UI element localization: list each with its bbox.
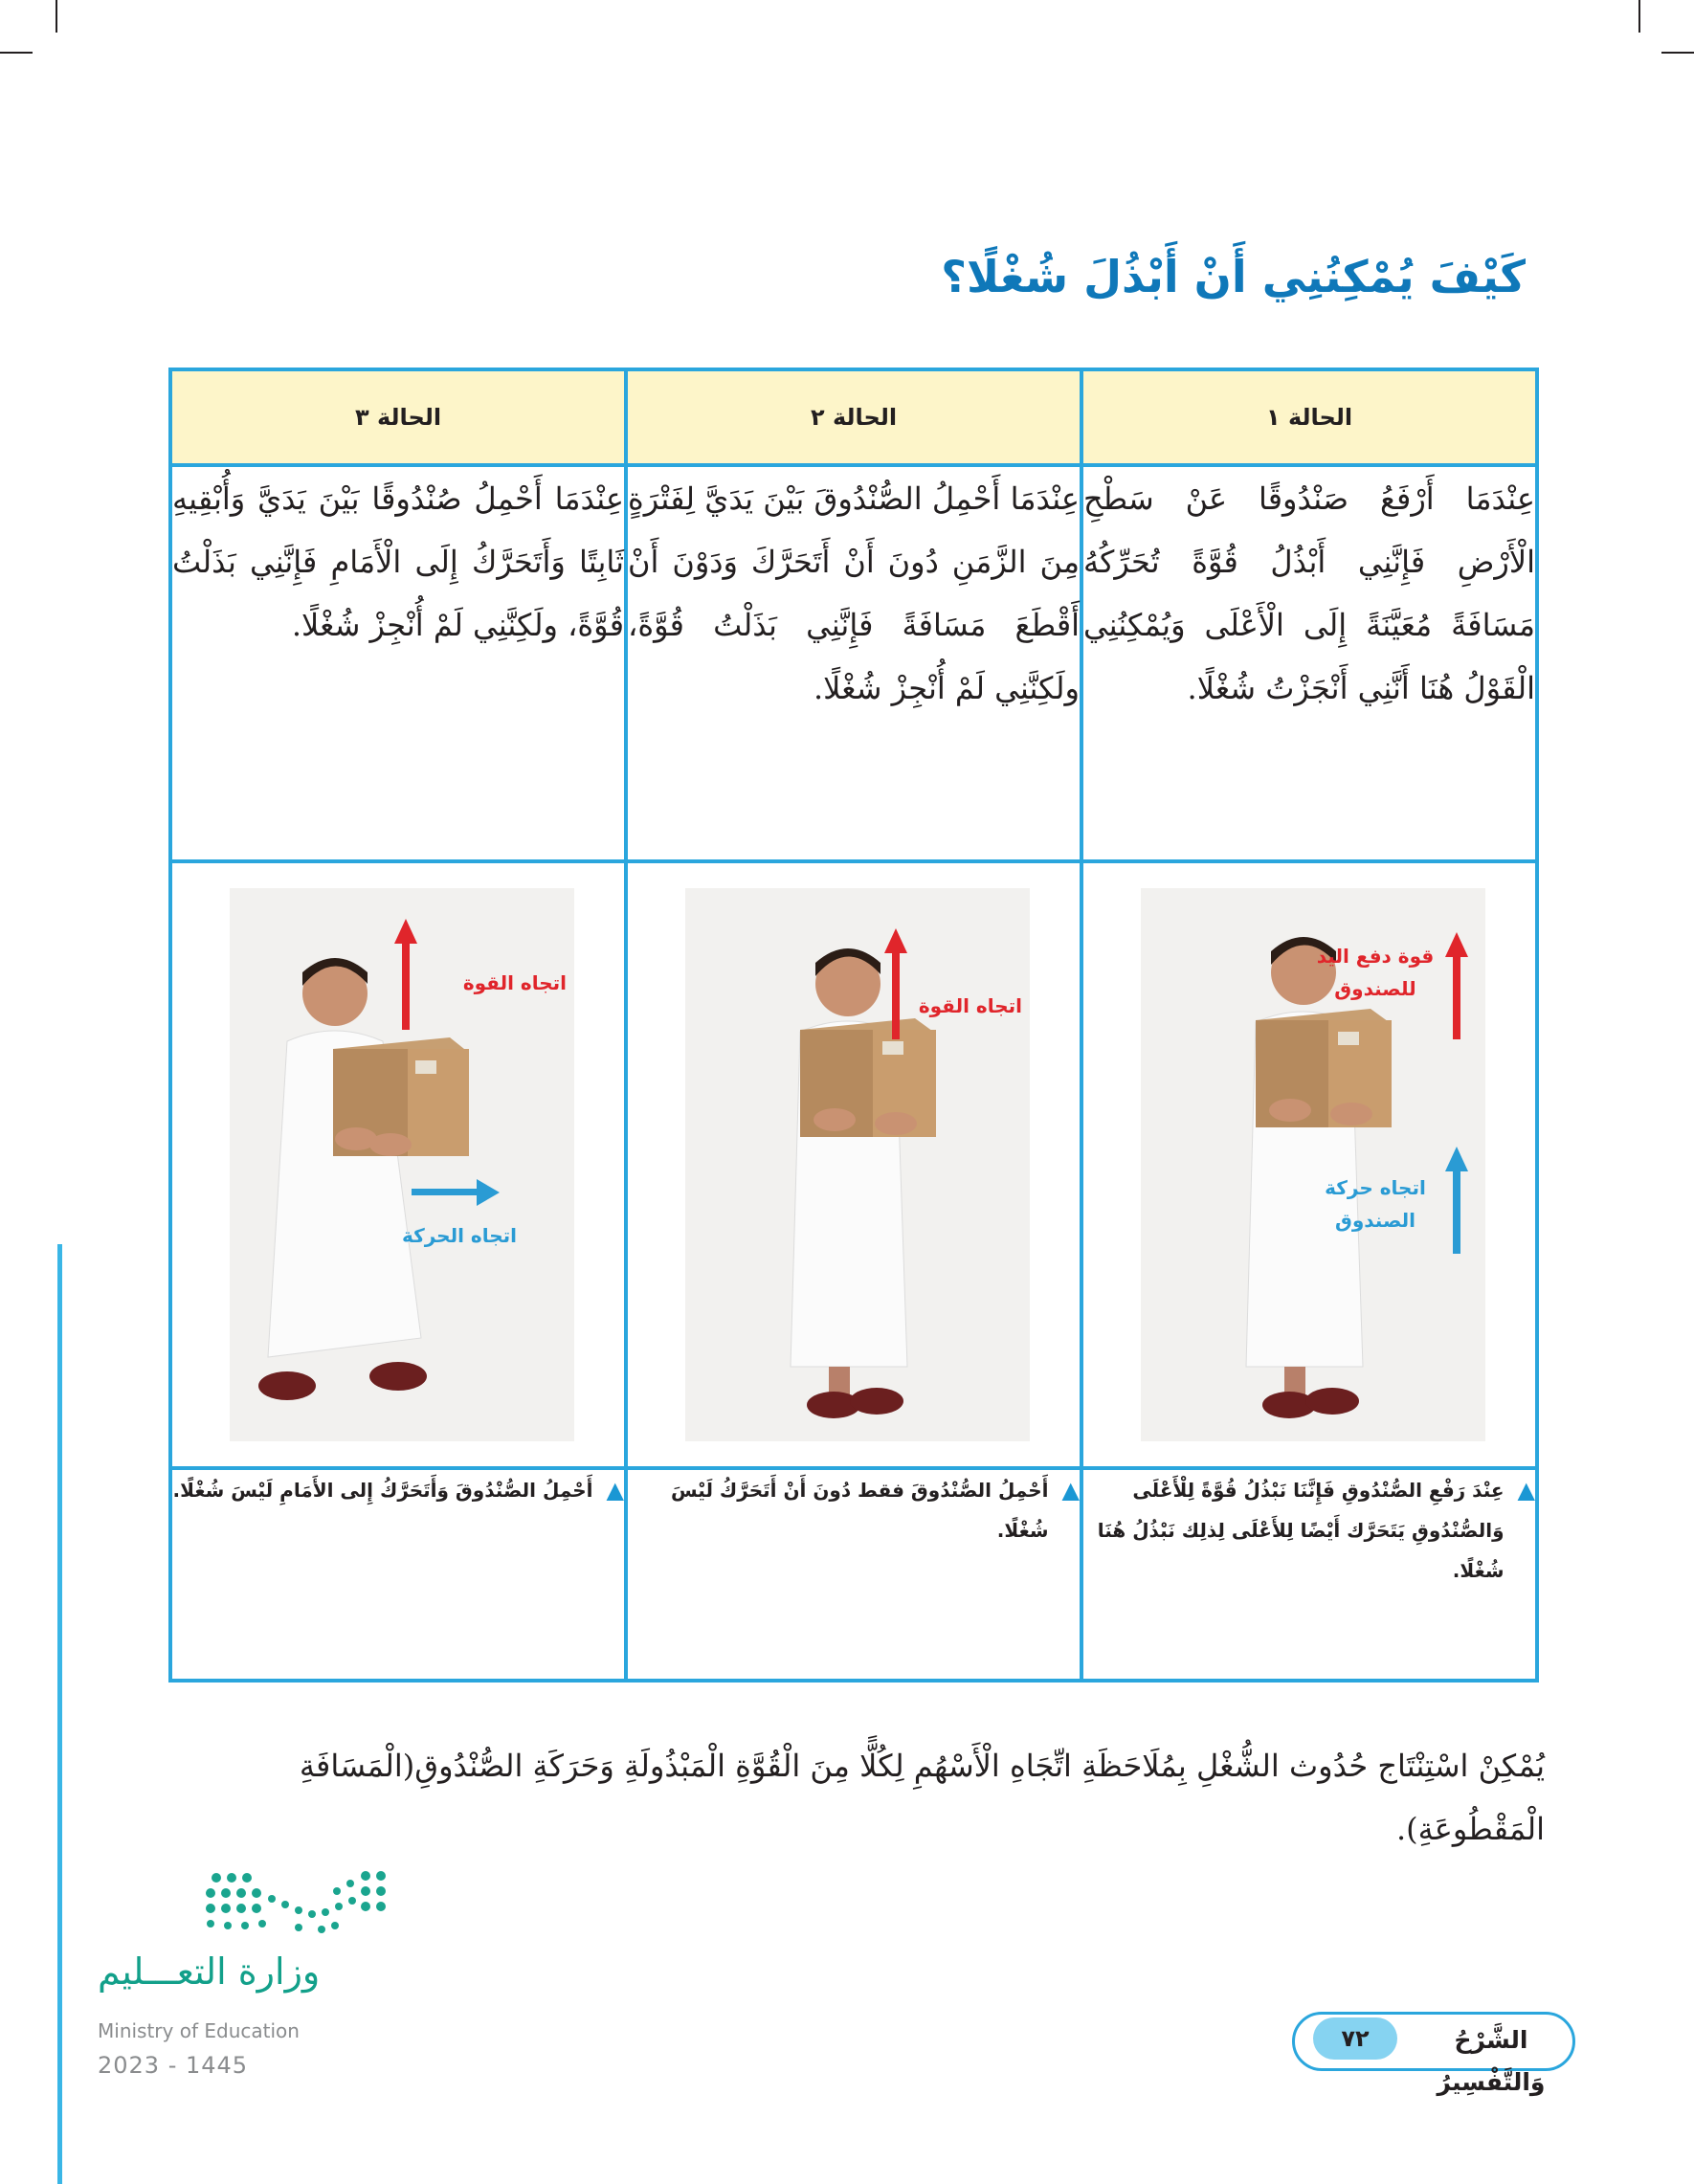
case-3-photo [230,888,574,1441]
case-3-force-label: اتجاه القوة [462,971,567,994]
case-3-motion-label: اتجاه الحركة [401,1224,517,1247]
ministry-year: 2023 - 1445 [98,2052,249,2079]
case-2-text: عِنْدَمَا أَحْمِلُ الصُّنْدُوقَ بَيْنَ يَدَيَّ لِفَتْرَةٍ مِنَ الزَّمَنِ دُونَ أَنْ أَتَحَرَّكَ وَدَوْنَ أَنْ أَقْطَعَ مَسَافَةً فَإِنَّنِي بَذَلْتُ قُوَّةً، ولَكِنَّنِي لَمْ أُنْجِزْ شُغْلًا. [626,465,1081,861]
boy-holding-box-illustration [685,888,1030,1441]
crop-mark [1638,0,1640,33]
case-3-header: الحالة ٣ [170,369,626,465]
case-3-caption-cell [170,1468,626,1681]
caption-marker-icon: ▲ [1517,1477,1535,1504]
case-3-caption: أَحْمِلُ الصُّنْدُوقَ وَأَتَحَرَّكُ إِلى الأَمَامِ لَيْسَ شُغْلًا. [172,1479,593,1502]
case-2-force-label: اتجاه القوة [918,994,1022,1017]
case-1-caption: عِنْدَ رَفْعِ الصُّنْدُوقِ فَإِنَّنَا نَبْذُلُ قُوَّةً لِلْأَعْلَى وَالصُّنْدُوقِ يَتَحَرَّك أَيْضًا لِلأَعْلَى لِذلِك نَبْذُلُ هُنَا شُغْلًا. [1097,1479,1505,1582]
caption-marker-icon: ▲ [1061,1477,1080,1504]
ministry-name-en: Ministry of Education [98,2019,300,2042]
page-title: كَيْفَ يُمْكِنُنِي أَنْ أَبْذُلَ شُغْلًا؟ [941,251,1526,302]
ministry-name-ar: وزارة التعـــليم [98,1950,321,1993]
text-row [170,465,1537,861]
cases-table [168,368,1539,1683]
conclusion-paragraph: يُمْكِنْ اسْتِنْتَاج حُدُوث الشُّغْلِ بِمُلَاحَظَةِ اتِّجَاهِ الْأَسْهُمِ لِكُلًّا مِنَ الْقُوَّةِ الْمَبْذُولَةِ وَحَرَكَةِ الصُّنْدُوقِ(الْمَسَافَةِ الْمَقْطُوعَةِ). [299,1748,1545,1847]
footer-section-label: الشَّرْحُ وَالتَّفْسِيرُ [1437,2026,1546,2096]
page-number: ٧٢ [1313,2017,1397,2060]
case-1-motion-label: اتجاه حركة الصندوق [1325,1176,1426,1232]
case-1-photo-cell [1081,861,1537,1468]
side-rule [57,1244,62,2184]
crop-mark [0,52,33,54]
case-2-photo-cell [626,861,1081,1468]
case-2-header: الحالة ٢ [626,369,1081,465]
case-1-force-label: قوة دفع اليد للصندوق [1316,945,1435,1000]
caption-row [170,1468,1537,1681]
header-row [170,369,1537,465]
caption-marker-icon: ▲ [606,1477,624,1504]
photo-row [170,861,1537,1468]
case-1-photo [1141,888,1485,1441]
case-1-caption-cell [1081,1468,1537,1681]
case-3-photo-cell [170,861,626,1468]
case-2-caption-cell [626,1468,1081,1681]
crop-mark [1661,52,1694,54]
case-3-text: عِنْدَمَا أَحْمِلُ صُنْدُوقًا بَيْنَ يَدَيَّ وَأُبْقِيهِ ثَابِتًا وَأَتَحَرَّكُ إِلَى الْأَمَامِ فَإِنَّنِي بَذَلْتُ قُوَّةً، ولَكِنَّنِي لَمْ أُنْجِزْ شُغْلًا. [170,465,626,861]
case-1-text: عِنْدَمَا أَرْفَعُ صَنْدُوقًا عَنْ سَطْحِ الْأَرْضِ فَإِنَّنِي أَبْذُلُ قُوَّةً تُحَرِّكُهُ مَسَافَةً مُعَيَّنَةً إِلَى الْأَعْلَى وَيُمْكِنُنِي الْقَوْلُ هُنَا أَنَّنِي أَنْجَزْتُ شُغْلًا. [1081,465,1537,861]
case-2-photo [685,888,1030,1441]
case-2-caption: أَحْمِلُ الصُّنْدُوقَ فقط دُونَ أَنْ أَتَحَرَّكُ لَيْسَ شُغْلًا. [671,1479,1049,1542]
crop-mark [56,0,57,33]
case-1-header: الحالة ١ [1081,369,1537,465]
